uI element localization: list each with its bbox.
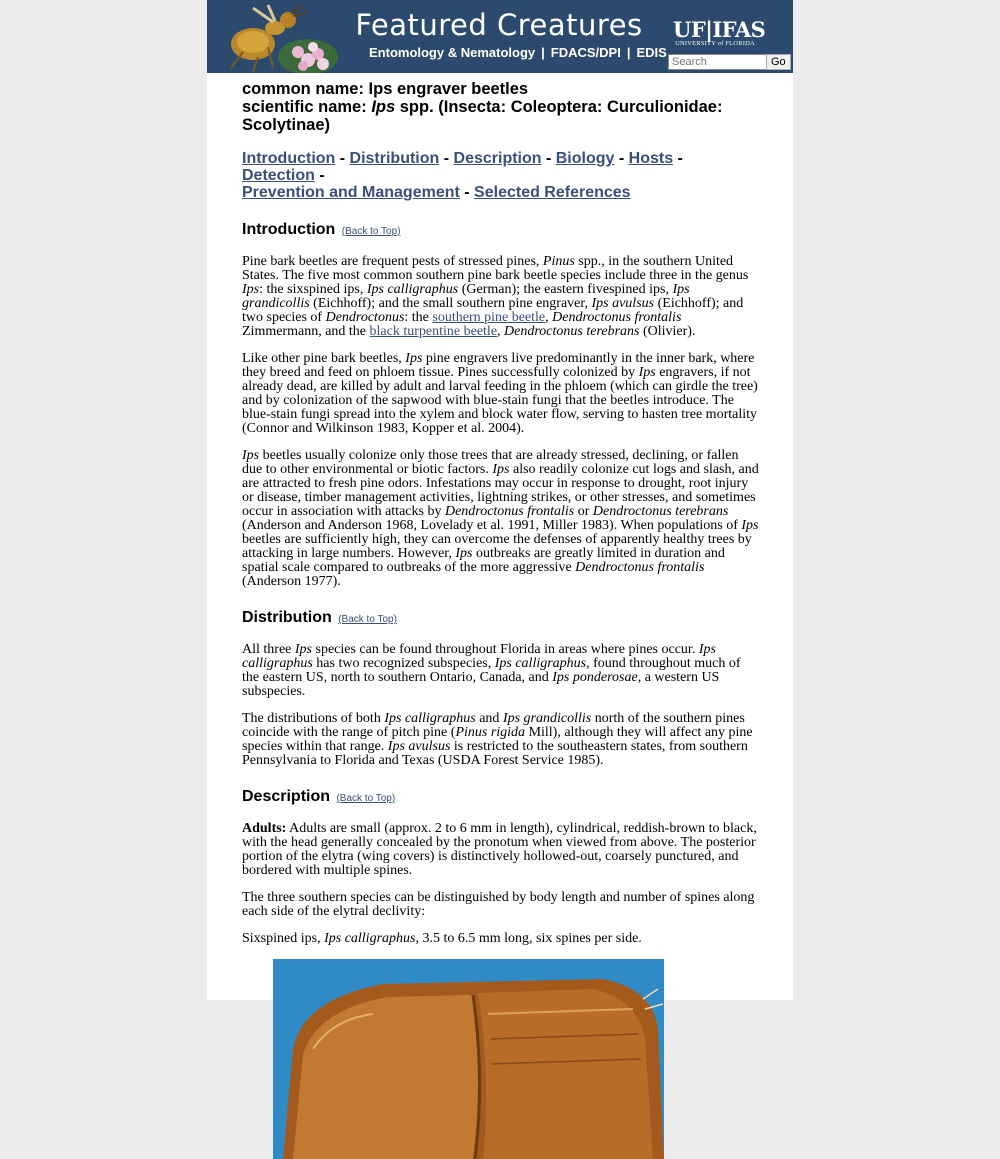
text-run: The distributions of both (242, 711, 385, 726)
table-of-contents: Introduction - Distribution - Description - Biology - Hosts - Detection - Prevention and Management - Selected References (242, 150, 683, 201)
text-run: engravers, if not already dead, are killed by adult and larval feeding in the phloem (which can girdle the tree) and by colonization of the sapwood with blue-stain fungi that the beetles introduce. The blue-stain fungi spread into the xylem and block water flow, serving to hasten tree mortality (Connor and Wilkinson 1983, Kopper et al. 2004). (242, 365, 758, 436)
text-run: beetles usually colonize only those trees that are already stressed, declining, or fallen due to other environmental or biotic factors. (242, 448, 739, 477)
italic-text: Ips calligraphus (242, 642, 716, 671)
toc-link-references[interactable]: Selected References (474, 184, 631, 201)
text-run: , (497, 324, 505, 339)
italic-text: Ips (492, 462, 510, 477)
text-run: or (574, 504, 593, 519)
paragraph (242, 352, 760, 436)
back-to-top-link[interactable]: (Back to Top) (338, 614, 397, 625)
main-content (242, 80, 760, 1159)
paragraph (242, 932, 760, 946)
toc-link-description[interactable]: Description (453, 150, 542, 167)
text-run: , found throughout much of the eastern US, north to southern Ontario, Canada, and (242, 656, 741, 685)
toc-link-distribution[interactable]: Distribution (349, 150, 440, 167)
section-heading-distribution: Distribution (Back to Top) (242, 609, 397, 626)
text-run: spp., in the southern United States. The five most common southern pine bark beetle species include three in the genus (242, 254, 749, 283)
italic-text: Ips calligraphus (366, 282, 459, 297)
italic-text: Dendroctonus frontalis (552, 310, 682, 325)
italic-text: Ips (242, 282, 260, 297)
back-to-top-link[interactable]: (Back to Top) (336, 793, 396, 804)
common-name: common name: Ips engraver beetles (242, 80, 529, 98)
text-run: has two recognized subspecies, (312, 656, 495, 671)
italic-text: Ips calligraphus (494, 656, 587, 671)
beetle-photo (273, 959, 664, 1159)
text-run: species can be found throughout Florida in areas where pines occur. (312, 642, 699, 657)
text-run: Adults are small (approx. 2 to 6 mm in length), cylindrical, reddish-brown to black, with the head generally concealed by the pronotum when viewed from above. The posterior portion of the elytra (wing covers) is distinctively hollowed-out, coarsely punctured, and bordered with multiple spines. (242, 821, 757, 878)
site-header (207, 0, 793, 73)
text-run: : the (404, 310, 433, 325)
search-go-button[interactable]: Go (766, 54, 791, 70)
inline-link[interactable]: southern pine beetle (432, 310, 546, 325)
text-run: also readily colonize cut logs and slash, and are attracted to fresh pine odors. Infestations may occur in response to drought, root injury or disease, timber management activities, lightning strikes, or other stresses, and sometimes occur in association with attacks by (242, 462, 759, 519)
toc-link-introduction[interactable]: Introduction (242, 150, 336, 167)
text-run: Mill), although they will affect any pine species within that range. (242, 725, 753, 754)
italic-text: Ips (638, 365, 656, 380)
text-run: (Eichhoff); and the small southern pine engraver, (309, 296, 592, 311)
text-run: (Anderson 1977). (242, 574, 341, 589)
nav-link-fdacs[interactable]: FDACS/DPI (550, 45, 621, 60)
text-run: and (475, 711, 503, 726)
text-run: Pine bark beetles are frequent pests of stressed pines, (242, 254, 543, 269)
page (207, 0, 793, 1000)
top-nav: Entomology & Nematology | FDACS/DPI | EDIS (369, 45, 667, 60)
text-run: is restricted to the southeastern states, from southern Pennsylvania to Florida and Texas (USDA Forest Service 1985). (242, 739, 748, 768)
text-run: outbreaks are greatly limited in duration and spatial scale compared to outbreaks of the more aggressive (242, 546, 725, 575)
paragraph (242, 643, 760, 699)
italic-text: Ips ponderosae (552, 670, 638, 685)
italic-text: Dendroctonus terebrans (592, 504, 729, 519)
text-run: north of the southern pines coincide with the range of pitch pine ( (242, 711, 745, 740)
section-heading-description: Description (Back to Top) (242, 788, 396, 805)
text-run: (Eichhoff); and two species of (242, 296, 744, 325)
italic-text: Dendroctonus frontalis (444, 504, 575, 519)
italic-text: Ips (741, 518, 759, 533)
toc-link-detection[interactable]: Detection (242, 167, 315, 184)
text-run: All three (242, 642, 295, 657)
nav-link-entomology[interactable]: Entomology & Nematology (369, 45, 536, 60)
section-heading-introduction: Introduction (Back to Top) (242, 221, 401, 238)
text-run: , a western US subspecies. (242, 670, 720, 699)
italic-text: Dendroctonus (325, 310, 405, 325)
text-run: (Olivier). (639, 324, 696, 339)
italic-text: Ips calligraphus (384, 711, 476, 726)
site-title: Featured Creatures (355, 8, 643, 42)
text-run: (Anderson and Anderson 1968, Lovelady et al. 1991, Miller 1983). When populations of (242, 518, 742, 533)
paragraph (242, 255, 760, 339)
toc-link-hosts[interactable]: Hosts (628, 150, 674, 167)
text-run: (German); the eastern fivespined ips, (458, 282, 673, 297)
text-run: Sixspined ips, (242, 931, 325, 946)
beetle-photo-icon (273, 959, 664, 1159)
italic-text: Pinus rigida (455, 725, 526, 740)
italic-text: Ips (455, 546, 473, 561)
italic-text: Ips avulsus (591, 296, 655, 311)
italic-text: Ips (405, 351, 423, 366)
paragraph (242, 891, 760, 919)
bold-text: Adults: (242, 821, 287, 836)
text-run: beetles are sufficiently high, they can overcome the defenses of apparently healthy trees by attacking in large numbers. However, (242, 532, 752, 561)
back-to-top-link[interactable]: (Back to Top) (341, 226, 401, 237)
italic-text: Ips (242, 448, 260, 463)
italic-text: Ips (294, 642, 312, 657)
text-run: pine engravers live predominantly in the inner bark, where they breed and feed on phloem tissue. Pines successfully colonized by (242, 351, 755, 380)
paragraph (242, 449, 760, 589)
text-run: , 3.5 to 6.5 mm long, six spines per side. (415, 931, 642, 946)
italic-text: Dendroctonus terebrans (504, 324, 640, 339)
paragraph (242, 822, 760, 878)
scientific-name: scientific name: Ips spp. (Insecta: Coleoptera: Curculionidae: Scolytinae) (242, 98, 723, 134)
text-run: Like other pine bark beetles, (242, 351, 406, 366)
toc-link-biology[interactable]: Biology (555, 150, 615, 167)
uf-ifas-logo[interactable]: UF|IFAS UNIVERSITY of FLORIDA (673, 17, 766, 47)
text-run: The three southern species can be distinguished by body length and number of spines along each side of the elytral declivity: (242, 890, 755, 919)
text-run: : the sixspined ips, (259, 282, 367, 297)
text-run: Zimmermann, and the (242, 324, 370, 339)
italic-text: Dendroctonus frontalis (575, 560, 705, 575)
text-run: , (545, 310, 553, 325)
italic-text: Ips grandicollis (242, 282, 690, 311)
search-input[interactable] (668, 54, 771, 70)
toc-link-prevention[interactable]: Prevention and Management (242, 184, 460, 201)
italic-text: Ips grandicollis (502, 711, 592, 726)
nav-link-edis[interactable]: EDIS (636, 45, 667, 60)
italic-text: Pinus (542, 254, 575, 269)
paragraph (242, 712, 760, 768)
italic-text: Ips avulsus (387, 739, 451, 754)
inline-link[interactable]: black turpentine beetle (369, 324, 498, 339)
italic-text: Ips calligraphus (324, 931, 416, 946)
